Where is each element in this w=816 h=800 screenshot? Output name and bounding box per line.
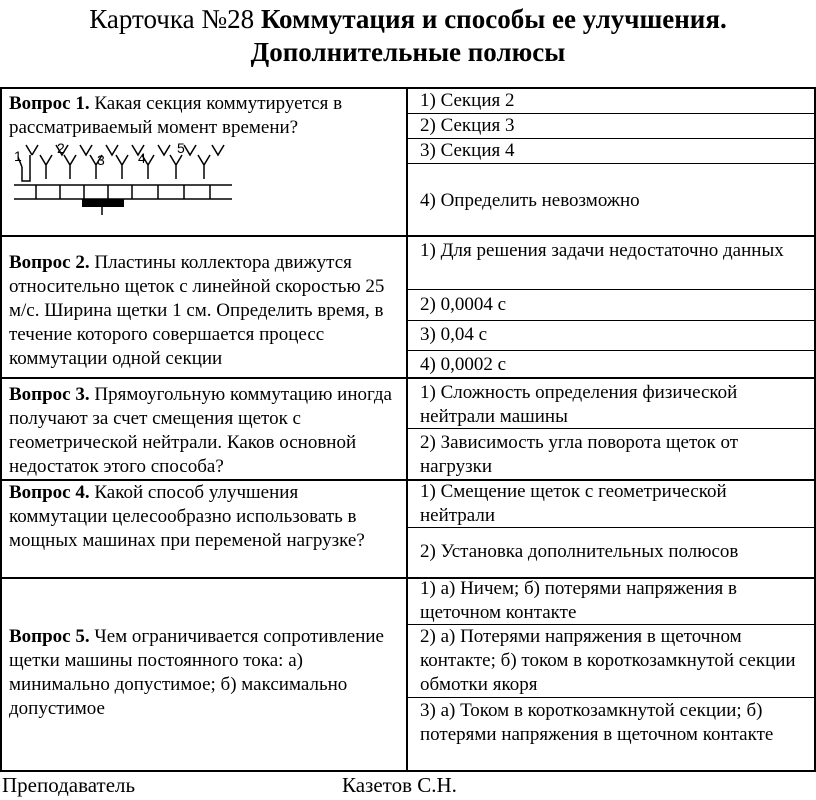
- question-label: Вопрос 5.: [9, 626, 90, 647]
- section-label: 5: [177, 140, 185, 156]
- answer-option: 2) Секция 3: [420, 115, 515, 136]
- question-5: [9, 625, 401, 721]
- answer-option: 2) Установка дополнительных полюсов: [420, 541, 739, 562]
- brush: [82, 199, 124, 207]
- section-label: 4: [138, 150, 146, 166]
- card-topic: Коммутация и способы ее улучшения.: [260, 4, 727, 34]
- row-divider: [0, 235, 816, 237]
- commutator-diagram: [0, 137, 240, 217]
- answer-option: 1) Сложность определения физической нейтрали машины: [420, 382, 738, 427]
- question-1: [9, 92, 401, 140]
- table-border-top: [0, 87, 816, 89]
- section-label: 2: [57, 140, 65, 156]
- answer-option: 3) 0,04 с: [420, 324, 488, 345]
- table-column-divider: [406, 87, 408, 772]
- row-divider: [0, 377, 816, 379]
- question-text: Какой способ улучшения коммутации целесообразно использовать в мощных машинах при переменой нагрузке?: [9, 482, 365, 551]
- question-text: Чем ограничивается сопротивление щетки машины постоянного тока: а) минимально допустимое; б) максимально допустимое: [9, 626, 384, 719]
- question-label: Вопрос 4.: [9, 482, 90, 503]
- answer-divider: [406, 320, 816, 321]
- answer-divider: [406, 350, 816, 351]
- questions-table: [0, 87, 816, 772]
- answer-option: 1) Для решения задачи недостаточно данных: [420, 240, 784, 261]
- question-4: [9, 481, 401, 553]
- answer-option: 4) Определить невозможно: [420, 190, 640, 211]
- answer-option: 3) а) Током в короткозамкнутой секции; б) потерями напряжения в щеточном контакте: [420, 700, 774, 745]
- question-label: Вопрос 3.: [9, 384, 90, 405]
- answer-option: 2) 0,0004 с: [420, 294, 507, 315]
- teacher-name: Казетов С.Н.: [342, 773, 457, 797]
- question-2: [9, 251, 401, 371]
- answer-option: 3) Секция 4: [420, 140, 515, 161]
- question-3: [9, 383, 401, 479]
- question-label: Вопрос 2.: [9, 252, 90, 273]
- answer-option: 4) 0,0002 с: [420, 354, 507, 375]
- answer-option: 1) Смещение щеток с геометрической нейтрали: [420, 481, 727, 526]
- answer-divider: [406, 289, 816, 290]
- answer-option: 1) Секция 2: [420, 90, 515, 111]
- card-title-line2: Дополнительные полюсы: [250, 37, 566, 67]
- question-text: Пластины коллектора движутся относительно щеток с линейной скоростью 25 м/с. Ширина щетки 1 см. Определить время, в течение которого совершается процесс коммутации одной секции: [9, 252, 385, 369]
- question-text: Прямоугольную коммутацию иногда получают за счет смещения щеток с геометрической нейтрали. Каков основной недостаток этого способа?: [9, 384, 392, 477]
- section-label: 1: [14, 148, 22, 164]
- section-label: 3: [97, 152, 105, 168]
- card-number: Карточка №28: [89, 4, 255, 34]
- question-text: Какая секция коммутируется в рассматриваемый момент времени?: [9, 93, 343, 138]
- teacher-role: Преподаватель: [2, 773, 136, 797]
- answer-divider: [406, 163, 816, 164]
- answer-option: 2) а) Потерями напряжения в щеточном контакте; б) током в короткозамкнутой секции обмотки якоря: [420, 626, 796, 695]
- question-label: Вопрос 1.: [9, 93, 90, 114]
- card-title-line1: [0, 2, 816, 36]
- answer-divider: [406, 697, 816, 698]
- answer-option: 1) а) Ничем; б) потерями напряжения в щеточном контакте: [420, 578, 737, 623]
- answer-option: 2) Зависимость угла поворота щеток от нагрузки: [420, 432, 739, 477]
